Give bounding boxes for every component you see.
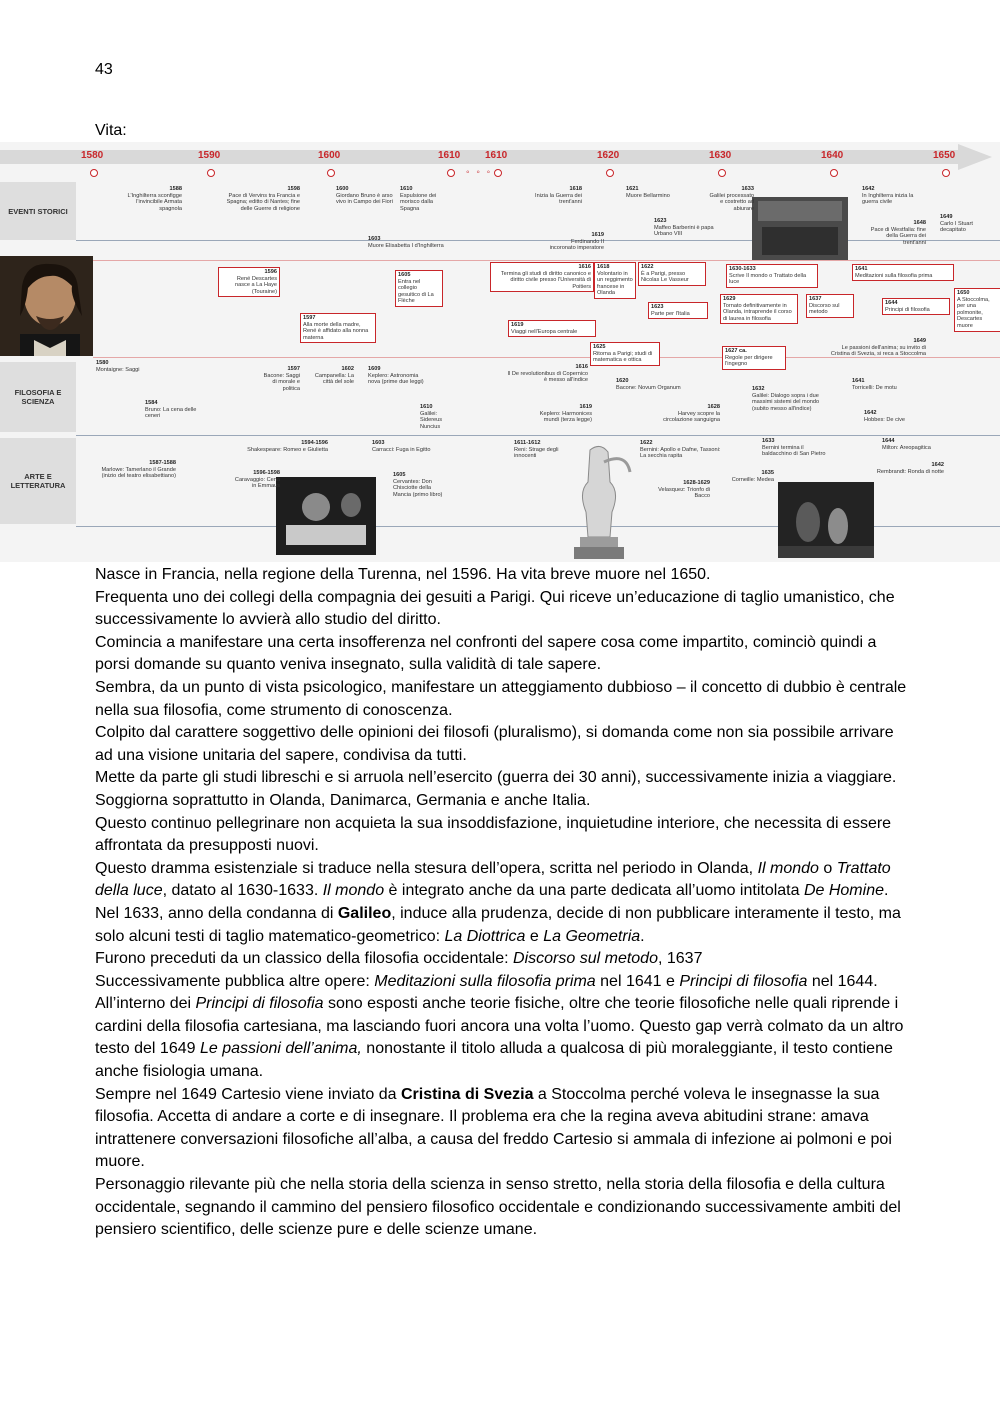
event-year: 1622 [640,440,653,446]
year-tick-dot [830,169,838,177]
timeline-event [648,302,708,319]
event-text: Corneille: Medea [731,476,774,483]
timeline-event [400,186,452,212]
event-year: 1600 [336,186,349,192]
timeline-event [336,186,396,206]
row-separator [76,435,1000,436]
event-text: Campanella: La città del sole [314,372,354,386]
timeline-event [640,440,724,460]
event-text: In Inghilterra inizia la guerra civile [862,192,914,206]
paragraph [95,1174,910,1242]
event-text: Bacone: Novum Organum [616,384,681,391]
event-text: Pace di Westfalia: fine della Guerra dei trent'anni [870,226,926,246]
event-text: Carracci: Fuga in Egitto [372,446,431,453]
event-year: 1621 [626,186,639,192]
event-text: Bruno: La cena delle ceneri [145,406,197,420]
paragraph [95,632,910,677]
timeline-event [246,440,328,453]
text-run: . [640,927,645,945]
event-year: 1597 [287,366,300,372]
year-label: 1630 [709,150,732,161]
timeline-event [508,320,596,337]
year-label: 1640 [821,150,844,161]
timeline-event [594,262,636,299]
text-run: Personaggio rilevante più che nella storia della scienza in senso stretto, nella storia della filosofia e della cultura occidentale, segnando il cammino del pensiero filosofico occidentale e condizionando successivamente ambiti del pensiero scientifico, delle scienze pure e delle scienze umane. [95,1176,901,1239]
event-year: 1637 [809,296,822,302]
event-year: 1622 [641,264,654,270]
timeline-event [372,440,442,453]
event-year: 1628 [707,404,720,410]
event-year: 1588 [169,186,182,192]
year-tick-dot [327,169,335,177]
timeline-event [882,298,950,315]
timeline-event [762,438,834,458]
event-year: 1632 [752,386,765,392]
paragraph [95,813,910,858]
paragraph [95,948,910,971]
event-year: 1649 [940,214,953,220]
event-year: 1641 [855,266,868,272]
paragraph [95,971,910,994]
timeline-event [852,378,908,391]
text-run: sono esposti anche teorie fisiche, oltre che teorie filosofiche nelle quali riprende i cardini della filosofia cartesiana, ma lasciando fuori ancora una volta l’uomo. Questo gap verrà colmato da un altro testo del 1649 [95,995,904,1058]
text-run: nel 1641 e [595,972,680,990]
timeline-event [724,470,774,483]
timeline-event [530,404,592,424]
timeline-event [940,214,980,234]
text-run: nonostante il titolo alluda a qualcosa di più moraleggiante, il testo contiene anche fisiologia umana. [95,1040,893,1081]
descartes-portrait [0,256,93,356]
text-run: . [883,882,889,900]
event-year: 1629 [723,296,736,302]
event-text: Keplero: Astronomia nova (prime due leggi) [368,372,424,386]
event-year: 1598 [287,186,300,192]
section-title: Vita: [95,122,127,139]
event-text: Regole per dirigere l'ingegno [725,354,773,368]
event-text: Galilei: Dialogo sopra i due massimi sistemi del mondo (subito messo all'indice) [752,392,820,412]
timeline-event [420,404,452,430]
painting-cena-emmaus [276,477,376,555]
event-text: Ferdinando II incoronato imperatore [549,238,604,252]
row-label-filosofia-scienza: FILOSOFIA E SCIENZA [0,362,76,432]
timeline-event [708,186,754,212]
event-text: Montaigne: Saggi [96,366,140,373]
timeline-event [526,186,582,206]
paragraph [95,903,910,948]
year-tick-dot [718,169,726,177]
italic-text: De Homine [803,882,884,900]
event-text: Muore Bellarmino [626,192,670,199]
event-text: Milton: Areopagitica [882,444,931,451]
year-label: 1610 [485,150,508,161]
event-text: Le passioni dell'anima; su invito di Cristina di Svezia, si reca a Stoccolma [830,344,926,358]
text-run: Nasce in Francia, nella regione della Turenna, nel 1596. Ha vita breve muore nel 1650. [95,566,711,583]
event-text: Viaggi nell'Europa centrale [511,328,578,335]
event-year: 1611-1612 [514,440,541,446]
event-text: Parte per l'Italia [651,310,690,317]
event-year: 1596 [264,269,277,275]
event-text: Galilei processato e costretto ad abiurare [709,192,754,212]
timeline-event [96,360,146,373]
timeline-event [654,218,718,238]
event-text: Marlowe: Tamerlano il Grande (inizio del teatro elisabettiano) [101,466,176,480]
event-year: 1619 [511,322,524,328]
italic-text: La Diottrica [444,927,526,945]
text-run: Comincia a manifestare una certa insofferenza nel confronti del sapere cosa come impartito, cominciò quindi a porsi domande su quanto veniva insegnato, sulla validità di tale sapere. [95,633,877,674]
italic-text: Principi di filosofia [195,995,324,1013]
event-year: 1623 [651,304,664,310]
event-year: 1584 [145,400,158,406]
timeline-event [300,313,376,343]
event-year: 1628-1629 [683,480,710,486]
event-text: Espulsione dei morisco dalla Spagna [400,192,437,212]
timeline-event [862,186,922,206]
event-text: Velasquez: Trionfo di Bacco [658,486,710,500]
year-tick-dot [90,169,98,177]
event-year: 1618 [569,186,582,192]
italic-text: Trattato della luce [95,859,891,900]
document-body [95,564,910,1242]
timeline-event [826,338,926,358]
year-label: 1600 [318,150,341,161]
text-run: Questo dramma esistenziale si traduce nella stesura dell’opera, scritta nel periodo in Olanda, [95,859,758,877]
timeline-event [145,400,209,420]
event-text: Giordano Bruno è arso vivo in Campo dei Fiori [336,192,393,206]
event-text: Caravaggio: Cena in Emmaus [234,476,280,490]
event-text: Maffeo Barberini è papa Urbano VIII [654,224,714,238]
text-run: All’interno dei [95,995,196,1013]
timeline-event [626,186,696,199]
paragraph [95,767,910,812]
text-run: Furono preceduti da un classico della filosofia occidentale: [95,950,514,968]
timeline-event [393,472,449,498]
year-tick-dot [447,169,455,177]
timeline-event [218,267,280,297]
year-tick-dot [494,169,502,177]
row-separator [76,240,1000,241]
event-text: Bernini termina il baldacchino di San Pietro [762,444,826,458]
event-year: 1650 [957,290,970,296]
event-year: 1609 [368,366,381,372]
timeline-event [654,480,710,500]
event-year: 1610 [420,404,433,410]
text-run: Mette da parte gli studi libreschi e si arruola nell’esercito (guerra dei 30 anni), successivamente inizia a viaggiare. Soggiorna soprattutto in Olanda, Danimarca, Germania e anche Italia. [95,769,897,809]
text-run: , datato al 1630-1633. [162,882,323,900]
event-year: 1605 [398,272,411,278]
timeline-event [722,346,786,370]
event-text: Reni: Strage degli innocenti [514,446,559,460]
event-year: 1619 [591,232,604,238]
timeline-arrow [958,144,992,170]
text-run: nel 1644. [807,972,878,990]
paragraph [95,993,910,1083]
year-tick-dot [207,169,215,177]
timeline-event [654,404,720,424]
timeline-event [882,438,948,451]
event-text: Galilei: Sidereus Nuncius [420,410,443,430]
event-text: Shakespeare: Romeo e Giulietta [247,446,328,453]
event-text: Harvey scopre la circolazione sanguigna [663,410,720,424]
event-text: Cervantes: Don Chisciotte della Mancia (primo libro) [393,478,443,498]
paragraph [95,677,910,722]
event-text: Muore Elisabetta I d'Inghilterra [368,242,444,249]
event-text: Torricelli: De motu [852,384,897,391]
event-year: 1642 [864,410,877,416]
timeline-figure [0,142,1000,562]
text-run: Questo continuo pellegrinare non acquieta la sua insoddisfazione, inquietudine interiore, che necessita di essere affrontata da presupposti nuovi. [95,814,892,855]
timeline-event [368,236,468,249]
event-year: 1610 [400,186,413,192]
bold-text: Cristina di Svezia [400,1085,534,1103]
event-year: 1587-1588 [149,460,176,466]
timeline-event [752,386,822,412]
text-run: Sempre nel 1649 Cartesio viene inviato da [95,1085,401,1103]
year-label: 1580 [81,150,104,161]
event-text: Termina gli studi di diritto canonico e diritto civile presso l'Università di Poitiers [500,270,591,290]
timeline-gap-marker: ◦ ◦ ◦ [466,167,493,178]
event-year: 1605 [393,472,406,478]
event-year: 1623 [654,218,667,224]
event-text: Scrive Il mondo o Trattato della luce [729,272,807,286]
descartes-life-line [93,260,1000,261]
timeline-event [726,264,818,288]
event-year: 1641 [852,378,865,384]
paragraph [95,587,910,632]
timeline-event [864,220,926,246]
event-year: 1625 [593,344,606,350]
text-run: , induce alla prudenza, decide di non pubblicare interamente il testo, ma solo alcuni testi di taglio matematico-geometrico: [95,904,901,945]
timeline-event [368,366,428,386]
timeline-axis [0,150,960,164]
timeline-event [258,366,300,392]
paragraph [95,858,910,903]
row-label-arte-letteratura: ARTE E LETTERATURA [0,438,76,524]
event-text: È a Parigi, presso Nicolas Le Vasseur [641,270,689,284]
event-year: 1635 [761,470,774,476]
event-year: 1596-1598 [253,470,280,476]
italic-text: Il mondo [322,882,385,900]
text-run: Sembra, da un punto di vista psicologico, manifestare un atteggiamento dubbioso – il concetto di dubbio è centrale nella sua filosofia, come strumento di conoscenza. [95,678,907,719]
italic-text: Le passioni dell’anima, [199,1040,362,1058]
text-run: Colpito dal carattere soggettivo delle opinioni dei filosofi (pluralismo), si domanda come non sia possibile arrivare ad una visione unitaria del sapere, condivisa da tutti. [95,724,894,764]
event-year: 1633 [741,186,754,192]
text-run: è integrato anche da una parte dedicata all’uomo intitolata [384,882,804,900]
event-year: 1627 ca. [725,348,747,354]
timeline-event [638,262,706,286]
italic-text: Principi di filosofia [679,972,808,990]
event-text: Bacone: Saggi di morale e politica [263,372,300,392]
timeline-event [806,294,854,318]
year-label: 1590 [198,150,221,161]
event-year: 1642 [862,186,875,192]
timeline-event [616,378,688,391]
sculpture-apollo-dafne [560,442,638,562]
year-tick-dot [942,169,950,177]
painting-ronda-di-notte [778,482,874,558]
timeline-event [506,364,588,384]
text-run: Nel 1633, anno della condanna di [95,904,338,922]
event-text: Hobbes: De cive [864,416,906,423]
row-label-eventi-storici: EVENTI STORICI [0,182,76,240]
italic-text: La Geometria [543,927,641,945]
timeline-event [590,342,660,366]
italic-text: Discorso sul metodo [513,950,658,968]
event-text: Bernini: Apollo e Dafne, Tassoni: La secchia rapita [640,446,721,460]
event-year: 1616 [575,364,588,370]
event-text: L'Inghilterra sconfigge l'invincibile Armata spagnola [127,192,182,212]
text-run: Successivamente pubblica altre opere: [95,972,375,990]
timeline-event [864,462,944,475]
event-year: 1630-1633 [729,266,756,272]
paragraph [95,1084,910,1174]
event-text: Il De revolutionibus di Copernico è messo all'indice [507,370,588,384]
event-year: 1594-1596 [301,440,328,446]
event-text: Carlo I Stuart decapitato [940,220,973,234]
event-text: A Stoccolma, per una polmonite, Descartes muore [957,296,990,329]
italic-text: Il mondo [757,859,819,877]
timeline-event [232,470,280,490]
year-label: 1650 [933,150,956,161]
paragraph [95,564,910,587]
event-year: 1648 [913,220,926,226]
timeline-event [395,270,443,307]
event-year: 1597 [303,315,316,321]
timeline-event [548,232,604,252]
event-year: 1603 [368,236,381,242]
event-text: Keplero: Harmonices mundi (terza legge) [539,410,592,424]
event-year: 1644 [885,300,898,306]
event-text: Alla morte della madre, René è affidato alla nonna materna [303,321,369,341]
event-year: 1620 [616,378,629,384]
event-year: 1618 [597,264,610,270]
italic-text: Meditazioni sulla filosofia prima [374,972,596,990]
text-run: a Stoccolma perché voleva le insegnasse la sua filosofia. Accetta di andare a corte e di insegnare. Il problema era che la regina aveva abitudini strane: amava intrattenere conversazioni filosofiche all’alba, a causa del freddo Cartesio si ammala di infezione ai polmoni e poi muore. [95,1085,892,1171]
event-year: 1619 [579,404,592,410]
page-number: 43 [95,61,113,78]
text-run: o [818,859,837,877]
timeline-event [216,186,300,212]
event-year: 1644 [882,438,895,444]
event-text: Ritorna a Parigi; studi di matematica e ottica [593,350,653,364]
event-year: 1602 [341,366,354,372]
timeline-event [852,264,954,281]
timeline-event [514,440,578,460]
event-text: René Descartes nasce a La Haye (Touraine) [235,275,277,295]
event-text: Volontario in un reggimento francese in Olanda [597,270,633,297]
event-year: 1649 [913,338,926,344]
event-text: Principi di filosofia [885,306,930,313]
timeline-event [954,288,1000,332]
event-year: 1603 [372,440,385,446]
event-text: Rembrandt: Ronda di notte [876,468,944,475]
timeline-event [96,460,176,480]
event-year: 1642 [931,462,944,468]
year-label: 1610 [438,150,461,161]
event-text: Discorso sul metodo [809,302,840,316]
timeline-event [720,294,798,324]
text-run: e [525,927,544,945]
timeline-event [490,262,594,292]
text-run: , 1637 [657,950,703,968]
timeline-event [864,410,920,423]
text-run: Frequenta uno dei collegi della compagnia dei gesuiti a Parigi. Qui riceve un’educazione di taglio umanistico, che successivamente lo avvierà allo studio del diritto. [95,588,895,629]
year-label: 1620 [597,150,620,161]
event-text: Inizia la Guerra dei trent'anni [535,192,582,206]
timeline-event [308,366,354,386]
event-text: Tornato definitivamente in Olanda, intraprende il corso di laurea in filosofia [723,302,792,322]
bold-text: Galileo [337,904,392,922]
event-year: 1580 [96,360,109,366]
paragraph [95,722,910,767]
event-text: Entra nel collegio gesuitico di La Flèche [398,278,434,305]
year-tick-dot [606,169,614,177]
painting-galileo-trial [752,197,848,260]
timeline-event [112,186,182,212]
event-text: Pace di Vervins tra Francia e Spagna; editto di Nantes; fine delle Guerre di religione [226,192,300,212]
event-year: 1633 [762,438,775,444]
event-year: 1616 [578,264,591,270]
event-text: Meditazioni sulla filosofia prima [855,272,933,279]
